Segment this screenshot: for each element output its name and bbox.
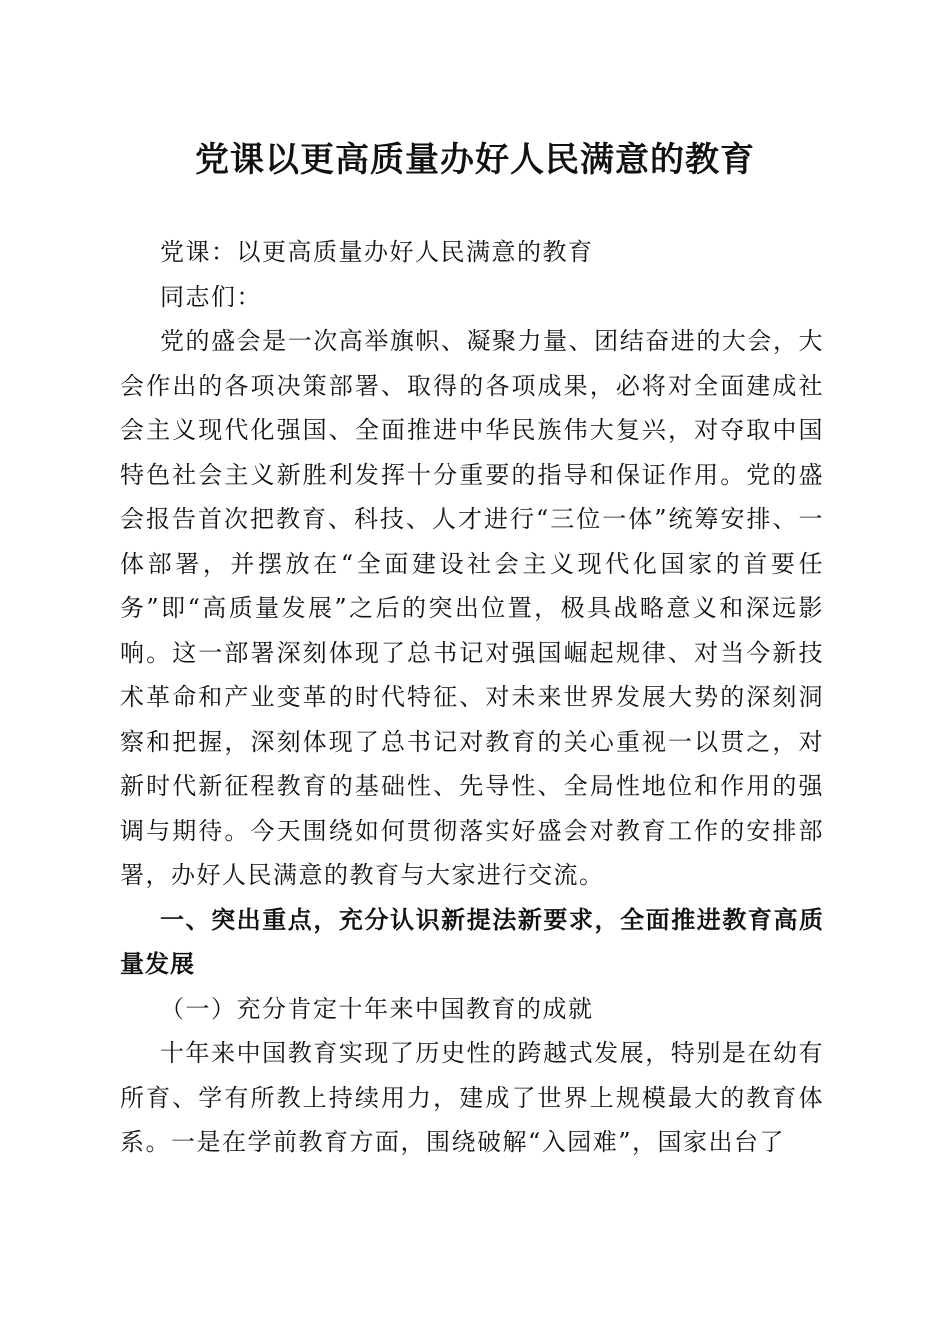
document-body (120, 230, 824, 1165)
body-paragraph: 十年来中国教育实现了历史性的跨越式发展，特别是在幼有所育、学有所教上持续用力，建成了世界上规模最大的教育体系。一是在学前教育方面，围绕破解“入园难”，国家出台了 (120, 1039, 824, 1156)
salutation: 同志们： (160, 282, 262, 311)
intro-paragraph: 党的盛会是一次高举旗帜、凝聚力量、团结奋进的大会，大会作出的各项决策部署、取得的各项成果，必将对全面建成社会主义现代化强国、全面推进中华民族伟大复兴，对夺取中国特色社会主义新胜利发挥十分重要的指导和保证作用。党的盛会报告首次把教育、科技、人才进行“三位一体”统筹安排、一体部署，并摆放在“全面建设社会主义现代化国家的首要任务”即“高质量发展”之后的突出位置，极具战略意义和深远影响。这一部署深刻体现了总书记对强国崛起规律、对当今新技术革命和产业变革的时代特征、对未来世界发展大势的深刻洞察和把握，深刻体现了总书记对教育的关心重视一以贯之，对新时代新征程教育的基础性、先导性、全局性地位和作用的强调与期待。今天围绕如何贯彻落实好盛会对教育工作的安排部署，办好人民满意的教育与大家进行交流。 (120, 327, 824, 889)
subtitle-line: 党课：以更高质量办好人民满意的教育 (160, 238, 594, 266)
document-title: 党课以更高质量办好人民满意的教育 (195, 140, 755, 180)
subsection-heading: （一）充分肯定十年来中国教育的成就 (160, 994, 594, 1023)
section-heading: 一、突出重点，充分认识新提法新要求，全面推进教育高质量发展 (120, 905, 824, 978)
